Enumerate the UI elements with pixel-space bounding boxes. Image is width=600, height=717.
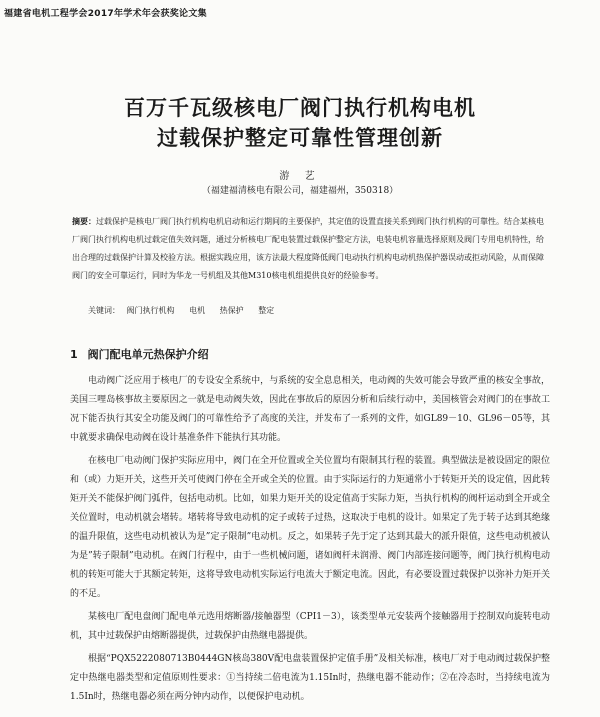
keywords bbox=[88, 304, 544, 318]
paragraph: 根据“PQX5222080713B0444GN核岛380V配电盘装置保护定值手册”及相关标准，核电厂对于电动阀过载保护整定中热继电器类型和定值原则性要求：①当持续二倍电流为1.15In时，热继电器不能动作；②在冷态时，当持续电流为1.5In时，热继电器必须在两分钟内动作，以便保护电动机。 bbox=[70, 654, 550, 702]
section-title: 阀门配电单元热保护介绍 bbox=[87, 348, 209, 361]
author-name: 游 艺 bbox=[279, 171, 321, 182]
paragraph: 在核电厂电动阀门保护实际应用中，阀门在全开位置或全关位置均有限制其行程的装置。典型做法是被设固定的限位和（或）力矩开关，这些开关可使阀门停在全开或全关的位置。由于实际运行的力矩通常小于转矩开关的设定值，因此转矩开关不能保护阀门弧件，包括电动机。比如，如果力矩开关的设定值高于实际力矩，当执行机构的阀杆运动到全开或全关位置时，电动机就会堵转。堵转将导致电动机的定子或转子过热，这取决于电机的设计。如果定了先于转子达到其绝缘的温升限值，这些电动机被认为是”定子限制”电动机。反之，如果转子先于定了达到其最大的派升限值，这些电动机被认为是”转子限制”电动机。在阀门行程中，由于一些机械问题，诸如阀杆未润滑、阀门内部连接问题等，阀门执行机构电动机的转矩可能大于其额定转矩，这将导致电动机实际运行电流大于额定电流。因此，有必要设置过载保护以弥补力矩开关的不足。 bbox=[70, 456, 550, 599]
section-number: 1 bbox=[70, 348, 78, 361]
keywords-label: 关键词： bbox=[88, 306, 120, 315]
keyword: 热保护 bbox=[219, 306, 244, 315]
keyword: 阀门执行机构 bbox=[126, 306, 175, 315]
paragraph: 某核电厂配电盘阀门配电单元选用熔断器/接触器型（CPI1－3），该类型单元安装两个接触器用于控制双向旋转电动机，其中过载保护由熔断器提供，过载保护由热继电器提供。 bbox=[70, 612, 550, 641]
abstract-label: 摘要： bbox=[72, 216, 96, 226]
keyword: 整定 bbox=[258, 306, 275, 315]
keyword: 电机 bbox=[189, 306, 206, 315]
abstract-text: 过载保护是核电厂阀门执行机构电机启动和运行期间的主要保护，其定值的设置直接关系到阀门执行机构的可靠性。结合某核电厂阀门执行机构电机过载定值失效问题，通过分析核电厂配电装置过载保护整定方法，电装电机容量选择原则及阀门专用电机特性，给出合理的过载保护计算及校验方法。根据实践应用，该方法最大程度降低阀门电动执行机构电动机热保护器误动或拒动风险，从而保障阀门的安全可靠运行，同时为华龙一号机组及其他M310核电机组提供良好的经验参考。 bbox=[72, 217, 544, 280]
paper-title-line-2: 过载保护整定可靠性管理创新 bbox=[157, 125, 443, 150]
paragraph: 电动阀广泛应用于核电厂的专设安全系统中，与系统的安全息息相关，电动阀的失效可能会导致严重的核安全事故，美国三哩岛核事故主要原因之一就是电动阀失效，因此在事故后的原因分析和后续行动中，美国核管会对阀门的在事故工况下能否执行其安全功能及阀门的可靠性给予了高度的关注，并发布了一系列的文件，如GL89－10、GL96－05等，其中就要求确保电动阀在设计基准条件下能执行其功能。 bbox=[70, 376, 550, 443]
abstract bbox=[72, 212, 544, 285]
section-heading bbox=[70, 346, 209, 362]
running-header: 福建省电机工程学会2017年学术年会获奖论文集 bbox=[4, 9, 207, 19]
paper-title-line-1: 百万千瓦级核电厂阀门执行机构电机 bbox=[124, 95, 476, 120]
body-text bbox=[70, 372, 550, 711]
author-affiliation: （福建福清核电有限公司，福建福州，350318） bbox=[201, 186, 399, 196]
